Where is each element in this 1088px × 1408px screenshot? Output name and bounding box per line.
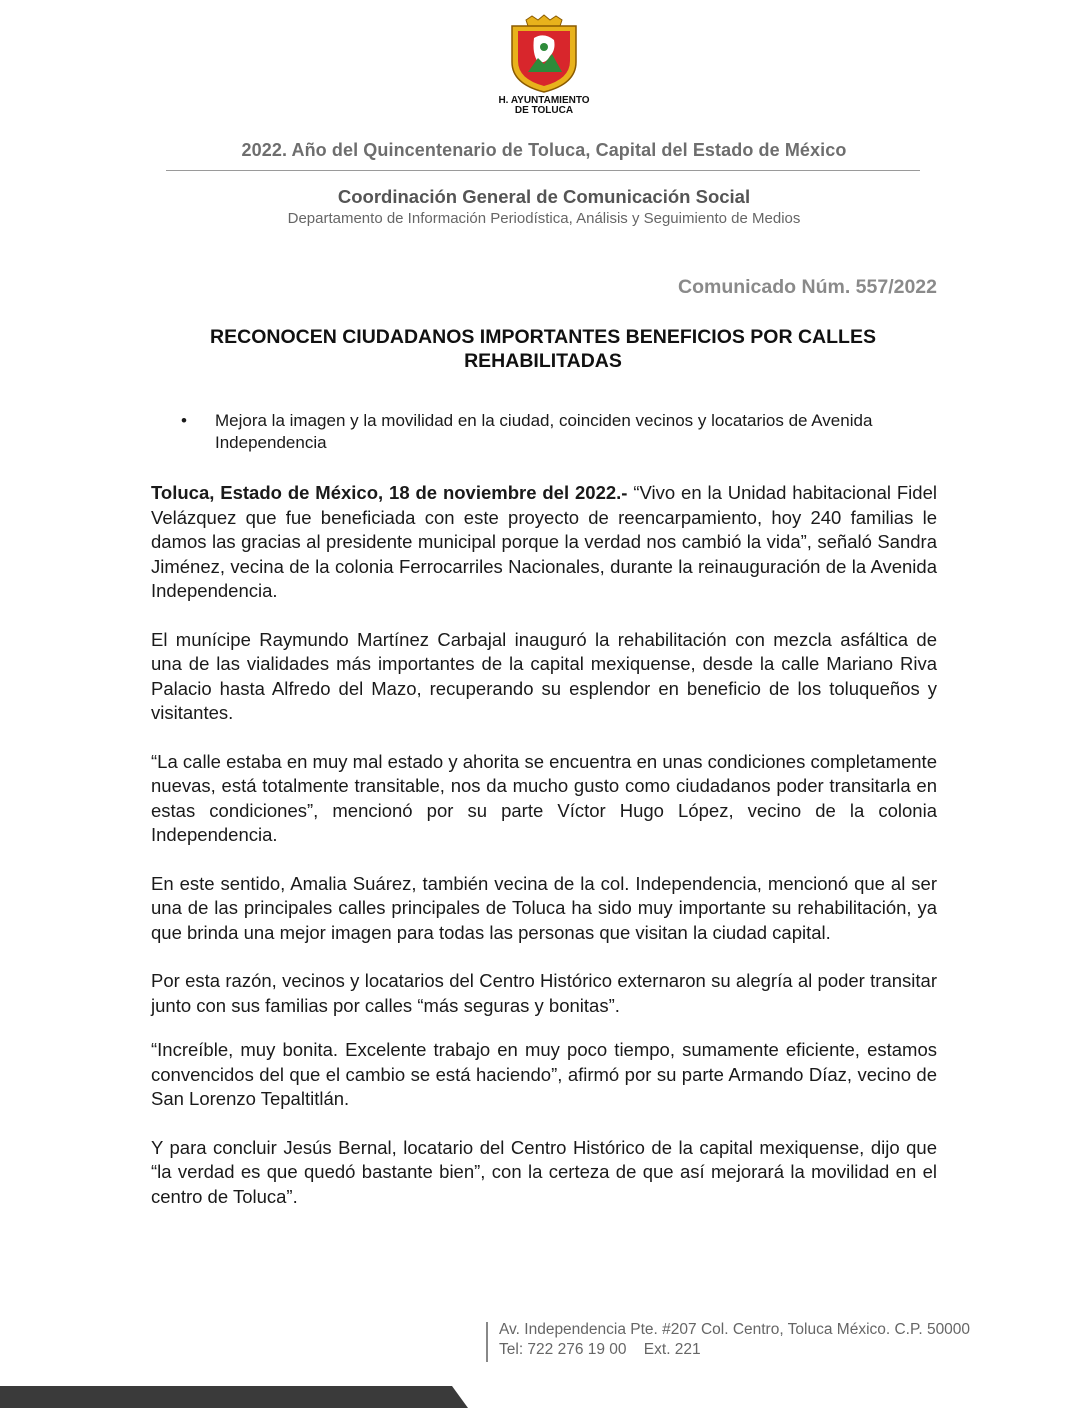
logo-caption: [487, 96, 601, 116]
paragraph-7: Y para concluir Jesús Bernal, locatario del Centro Histórico de la capital mexiquense, dijo que “la verdad es que quedó bastante bien”, con la certeza de que así mejorará la movilidad en el centro de Toluca”.: [151, 1136, 937, 1207]
press-release-body: [151, 481, 937, 1233]
toluca-coat-of-arms-logo: [487, 14, 601, 120]
bullet-text: Mejora la imagen y la movilidad en la ciudad, coinciden vecinos y locatarios de Avenida Independencia: [215, 411, 873, 452]
footer-band: [0, 1386, 1088, 1408]
paragraph-1: [151, 481, 937, 604]
shield-emblem-icon: [504, 14, 584, 94]
footer-extension: Ext. 221: [643, 1341, 701, 1358]
footer-address: Av. Independencia Pte. #207 Col. Centro, Toluca México. C.P. 50000: [499, 1321, 971, 1338]
paragraph-4: En este sentido, Amalia Suárez, también vecina de la col. Independencia, mencionó que al ser una de las principales calles principales de Toluca ha sido muy importante su rehabilitación, ya que brinda una mejor imagen para todas las personas que visitan la ciudad capital.: [151, 872, 937, 943]
dateline: Toluca, Estado de México, 18 de noviembre del 2022.-: [151, 482, 628, 503]
coordination-title: Coordinación General de Comunicación Social: [337, 186, 751, 207]
footer-phone: Tel: 722 276 19 00: [499, 1341, 627, 1358]
year-motto: 2022. Año del Quincentenario de Toluca, Capital del Estado de México: [241, 140, 847, 160]
footer-phone-line: [499, 1340, 970, 1360]
paragraph-2: El munícipe Raymundo Martínez Carbajal inauguró la rehabilitación con mezcla asfáltica de una de las vialidades más importantes de la capital mexiquense, desde la calle Mariano Riva Palacio hasta Alfredo del Mazo, recuperando su esplendor en beneficio de los toluqueños y visitantes.: [151, 628, 937, 723]
paragraph-6: “Increíble, muy bonita. Excelente trabajo en muy poco tiempo, sumamente eficiente, estamos convencidos del que el cambio se está haciendo”, afirmó por su parte Armando Díaz, vecino de San Lorenzo Tepaltitlán.: [151, 1039, 937, 1109]
release-number: Comunicado Núm. 557/2022: [677, 276, 937, 298]
headline: RECONOCEN CIUDADANOS IMPORTANTES BENEFICIOS POR CALLES REHABILITADAS: [210, 326, 876, 372]
footer-divider: [486, 1322, 488, 1362]
footer-contact: [499, 1320, 970, 1360]
bullet-dot-icon: •: [181, 411, 187, 430]
logo-caption-line1: H. AYUNTAMIENTO: [498, 95, 590, 106]
paragraph-1-text: “Vivo en la Unidad habitacional Fidel Velázquez que fue beneficiada con este proyecto de reencarpamiento, hoy 240 familias le damos las gracias al presidente municipal porque la verdad nos cambió la vida”, señaló Sandra Jiménez, vecina de la colonia Ferrocarriles Nacionales, durante la reinauguración de la Avenida Independencia.: [151, 482, 937, 601]
department-title: Departamento de Información Periodística, Análisis y Seguimiento de Medios: [287, 210, 801, 227]
logo-caption-line2: DE TOLUCA: [514, 105, 574, 116]
paragraph-5: Por esta razón, vecinos y locatarios del Centro Histórico externaron su alegría al poder transitar junto con sus familias por calles “más seguras y bonitas”.: [151, 970, 937, 1016]
paragraph-3: “La calle estaba en muy mal estado y ahorita se encuentra en unas condiciones completamente nuevas, está totalmente transitable, nos da mucho gusto como ciudadanos poder transitarla en estas condiciones”, mencionó por su parte Víctor Hugo López, vecino de la colonia Independencia.: [151, 750, 937, 845]
header-divider: [166, 170, 920, 171]
